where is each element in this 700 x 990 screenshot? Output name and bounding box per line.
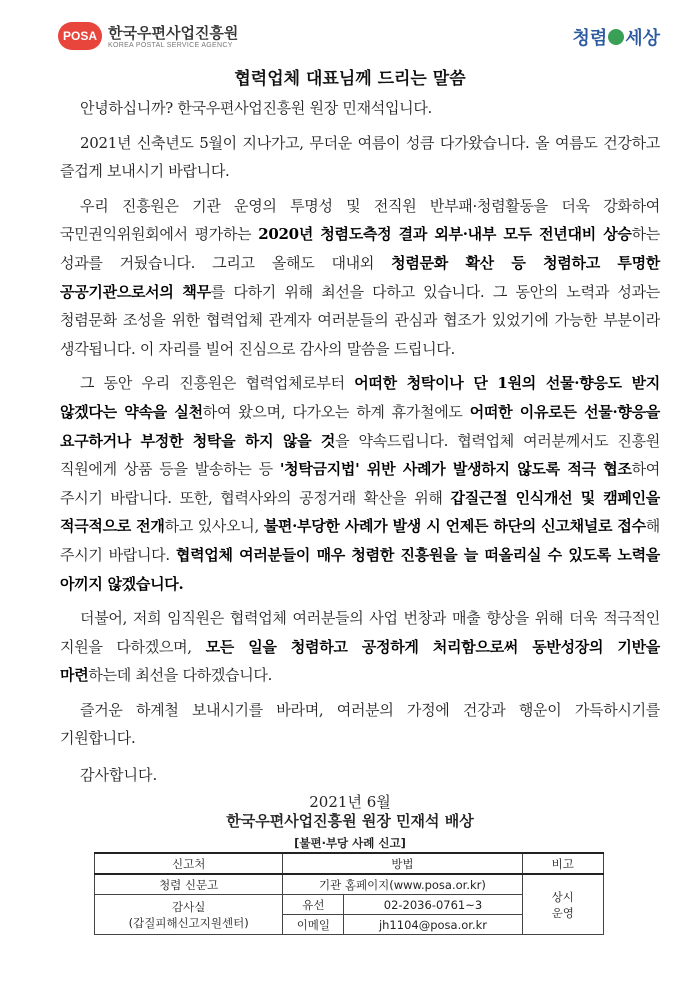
email-label: 이메일 [283,915,344,935]
letter-body [60,94,660,759]
paragraph-5: 즐거운 하계철 보내시기를 바라며, 여러분의 가정에 건강과 행운이 가득하시기를 기원합니다. [60,700,660,748]
globe-icon [608,29,624,45]
slogan-left: 청렴 [572,28,608,49]
email-value: jh1104@posa.or.kr [344,915,522,935]
table-header-row [95,853,604,874]
note-cell: 상시 운영 [522,874,603,935]
header-method: 방법 [283,853,522,874]
table-row [95,874,604,895]
report-channel-table [94,852,604,935]
signature: 한국우편사업진흥원 원장 민재석 배상 [226,812,474,830]
slogan-logo [572,24,660,50]
header-note: 비고 [522,853,603,874]
paragraph-3: 그 동안 우리 진흥원은 협력업체로부터 어떠한 청탁이나 단 1원의 선물·향응도 받지 않겠다는 약속을 실천하여 왔으며, 다가오는 하계 휴가철에도 어떠한 이유로든 선물·향응을 요구하거나 부정한 청탁을 하지 않을 것을 약속드립니다. 협력업체 여러분께서도 진흥원 직원에게 상품 등을 발송하는 등 '청탁금지법' 위반 사례가 발생하지 않도록 적극 협조하여 주시기 바랍니다. 또한, 협력사와의 공정거래 확산을 위해 갑질근절 인식개선 및 캠페인을 적극적으로 전개하고 있사오니, 불편·부당한 사례가 발생 시 언제든 하단의 신고채널로 접수해 주시기 바랍니다. 협력업체 여러분들이 매우 청렴한 진흥원을 늘 떠올리실 수 있도록 노력을 아끼지 않겠습니다. [60,374,660,593]
letter-title: 협력업체 대표님께 드리는 말씀 [234,69,466,89]
paragraph-1: 2021년 신축년도 5월이 지나가고, 무더운 여름이 성큼 다가왔습니다. 올 여름도 건강하고 즐겁게 보내시기 바랍니다. [60,133,660,181]
row1-place: 청렴 신문고 [95,874,283,895]
header-place: 신고처 [95,853,283,874]
row2-place: 감사실 (갑질피해신고지원센터) [95,895,283,935]
letter-date: 2021년 6월 [309,793,391,811]
posa-logo-badge: POSA [58,22,102,50]
phone-label: 유선 [283,895,344,915]
letterhead [58,18,660,58]
report-table-title: [불편·부당 사례 신고] [294,836,406,850]
paragraph-2: 우리 진흥원은 기관 운영의 투명성 및 전직원 반부패·청렴활동을 더욱 강화하여 국민권익위원회에서 평가하는 2020년 청렴도측정 결과 외부·내부 모두 전년대비 상승하는 성과를 거뒀습니다. 그리고 올해도 대내외 청렴문화 확산 등 청렴하고 투명한 공공기관으로서의 책무를 다하기 위해 최선을 다하고 있습니다. 그 동안의 노력과 성과는 청렴문화 조성을 위한 협력업체 관계자 여러분들의 관심과 협조가 있었기에 가능한 부분이라 생각됩니다. 이 자리를 빌어 진심으로 감사의 말씀을 드립니다. [60,196,660,358]
closing: 감사합니다. [80,766,158,784]
paragraph-4: 더불어, 저희 임직원은 협력업체 여러분들의 사업 번창과 매출 향상을 위해 더욱 적극적인 지원을 다하겠으며, 모든 일을 청렴하고 공정하게 처리함으로써 동반성장의 기반을 마련하는데 최선을 다하겠습니다. [60,609,660,685]
slogan-right: 세상 [625,28,660,49]
org-name-korean: 한국우편사업진흥원 [108,24,239,42]
org-name-english: KOREA POSTAL SERVICE AGENCY [108,42,233,49]
row1-method: 기관 홈페이지(www.posa.or.kr) [283,874,522,895]
greeting: 안녕하십니까? 한국우편사업진흥원 원장 민재석입니다. [80,99,432,117]
phone-value: 02-2036-0761~3 [344,895,522,915]
